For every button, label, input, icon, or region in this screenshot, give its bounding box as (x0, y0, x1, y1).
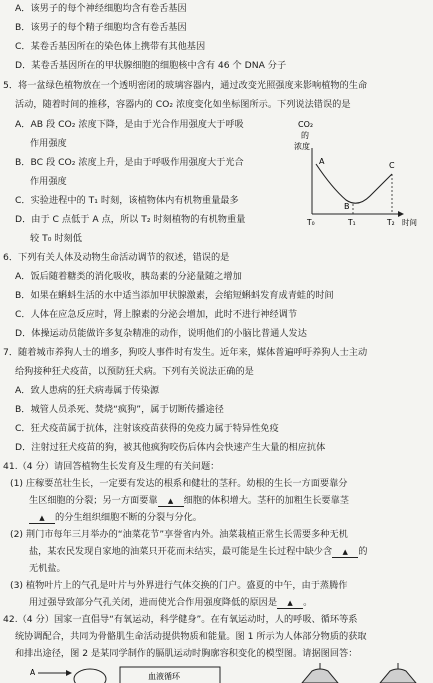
q5-option-d: D．由于 C 点低于 A 点，所以 T₂ 时刻植物的有机物重量 (15, 214, 246, 225)
q5-option-d-cont: 较 T₀ 时刻低 (30, 233, 82, 244)
answer-blank-2[interactable]: ▲ (29, 514, 55, 524)
figure-1-pathway (28, 663, 243, 683)
q41-part2-line2-pre: 盐，某农民发现自家地的油菜只开花而未结实，最可能是生长过程中缺少含 (29, 546, 333, 557)
graph-tick-t2: T₂ (387, 218, 395, 227)
q7-stem-line2: 给狗接种狂犬疫苗，以预防狂犬病。下列有关说法正确的是 (15, 366, 254, 377)
q5-option-b-cont: 作用强度 (30, 176, 67, 187)
q5-stem-line1: 5．将一盆绿色植物放在一个透明密闭的玻璃容器内，通过改变光照强度来影响植物的生命 (3, 80, 368, 91)
figure-2-bell-jar (290, 663, 430, 683)
q41-part1-line2-post: 细胞的体积增大。茎秆的加粗生长要靠茎 (183, 495, 349, 506)
graph-point-b: B (344, 202, 350, 211)
q7-option-c: C．狂犬疫苗属于抗体，注射该疫苗获得的免疫力属于特异性免疫 (15, 423, 279, 434)
q41-part1-line2 (29, 495, 349, 507)
answer-blank-1[interactable]: ▲ (158, 497, 184, 507)
graph-ylabel-concentration: 浓度 (294, 142, 310, 151)
q42-stem-line1: 42.（4 分）国家一直倡导“有氧运动，科学健身”。在有氧运动时，人的呼吸、循环等系 (3, 614, 358, 625)
q7-stem-line1: 7．随着城市养狗人士的增多，狗咬人事件时有发生。近年来，媒体普遍呼吁养狗人士主动 (3, 347, 368, 358)
q7-option-d: D．注射过狂犬疫苗的狗，被其他疯狗咬伤后体内会快速产生大量的相应抗体 (15, 442, 326, 453)
q5-option-a: A．AB 段 CO₂ 浓度下降，是由于光合作用强度大于呼吸 (15, 119, 244, 130)
q41-part3-line1: (3) 植物叶片上的气孔是叶片与外界进行气体交换的门户。盛夏的中午，由于蒸腾作 (10, 580, 348, 591)
graph-co2-curve (316, 164, 392, 203)
graph-tick-t0: T₀ (307, 218, 315, 227)
q41-stem: 41.（4 分）请回答植物生长发育及生理的有关问题： (3, 461, 220, 472)
answer-blank-4[interactable]: ▲ (277, 599, 303, 609)
q5-option-b: B．BC 段 CO₂ 浓度上升，是由于呼吸作用强度大于光合 (15, 157, 244, 168)
q42-stem-line2: 统协调配合，共同为骨骼肌生命活动提供物质和能量。图 1 所示为人体部分物质的获取 (15, 631, 367, 642)
fig1-arrowhead-a (66, 670, 72, 676)
q41-part1-line1: (1) 庄稼要茁壮生长，一定要有发达的根系和健壮的茎秆。幼根的生长一方面要靠分 (10, 478, 348, 489)
graph-ylabel-co2: CO₂ (298, 120, 314, 129)
q5-option-c: C．实验进程中的 T₁ 时刻，该植物体内有机物重量最多 (15, 195, 239, 206)
graph-tick-t1: T₁ (348, 218, 356, 227)
q6-option-d: D．体操运动员能做许多复杂精准的动作，说明他们的小脑比普通人发达 (15, 328, 307, 339)
graph-ylabel-de: 的 (301, 131, 309, 140)
co2-graph (288, 118, 430, 232)
q41-part2-line1: (2) 荆门市每年三月举办的“油菜花节”享誉省内外。油菜栽植正常生长需要多种无机 (10, 529, 348, 540)
q4-option-b: B．该男子的每个精子细胞均含有卷舌基因 (15, 22, 187, 33)
answer-blank-3[interactable]: ▲ (332, 548, 358, 558)
fig1-alveolus (74, 669, 106, 683)
q41-part2-line2 (29, 546, 367, 558)
fig2-jar-yi (380, 669, 416, 683)
q4-option-a: A．该男子的每个神经细胞均含有卷舌基因 (15, 3, 187, 14)
q7-option-b: B．城管人员杀死、焚烧“疯狗”，属于切断传播途径 (15, 404, 224, 415)
q41-part3-line2-pre: 用过强导致部分气孔关闭，进而使光合作用强度降低的原因是 (29, 597, 278, 608)
q6-option-a: A．饭后随着糖类的消化吸收，胰岛素的分泌量随之增加 (15, 271, 242, 282)
fig1-label-blood: 血液循环 (148, 672, 180, 681)
q6-stem: 6．下列有关人体及动物生命活动调节的叙述，错误的是 (3, 252, 230, 263)
q6-option-c: C．人体在应急反应时，肾上腺素的分泌会增加，此时不进行神经调节 (15, 309, 298, 320)
q41-part2-line2-post: 的 (358, 546, 368, 557)
q4-option-d: D．某卷舌基因所在的甲状腺细胞的细胞核中含有 46 个 DNA 分子 (15, 60, 287, 71)
q41-part2-line3: 无机盐。 (29, 563, 66, 574)
graph-x-arrow (398, 211, 404, 217)
graph-xlabel: 时间 (402, 218, 417, 227)
q41-part3-line2-post: 。 (303, 597, 313, 608)
q5-stem-line2: 活动，随着时间的推移，容器内的 CO₂ 浓度变化如坐标图所示。下列说法错误的是 (15, 99, 351, 110)
q7-option-a: A．致人患病的狂犬病毒属于传染源 (15, 385, 160, 396)
q41-part3-line2 (29, 597, 312, 609)
q5-option-a-cont: 作用强度 (30, 138, 67, 149)
q4-option-c: C．某卷舌基因所在的染色体上携带有其他基因 (15, 41, 206, 52)
q41-part1-line2-pre: 生区细胞的分裂；另一方面要靠 (29, 495, 158, 506)
fig1-label-a: A (30, 668, 36, 677)
q41-part1-line3 (29, 512, 202, 524)
q41-part1-line3-post: 的分生组织细胞不断的分裂与分化。 (55, 512, 202, 523)
graph-point-c: C (389, 161, 395, 170)
q42-stem-line3: 和排出途径，图 2 是某同学制作的膈肌运动时胸廓容积变化的模型图。请据图回答： (15, 648, 358, 659)
graph-point-a: A (319, 157, 325, 166)
fig2-jar-jia (302, 669, 338, 683)
q6-option-b: B．如果在蝌蚪生活的水中适当添加甲状腺激素，会缩短蝌蚪发育成青蛙的时间 (15, 290, 334, 301)
